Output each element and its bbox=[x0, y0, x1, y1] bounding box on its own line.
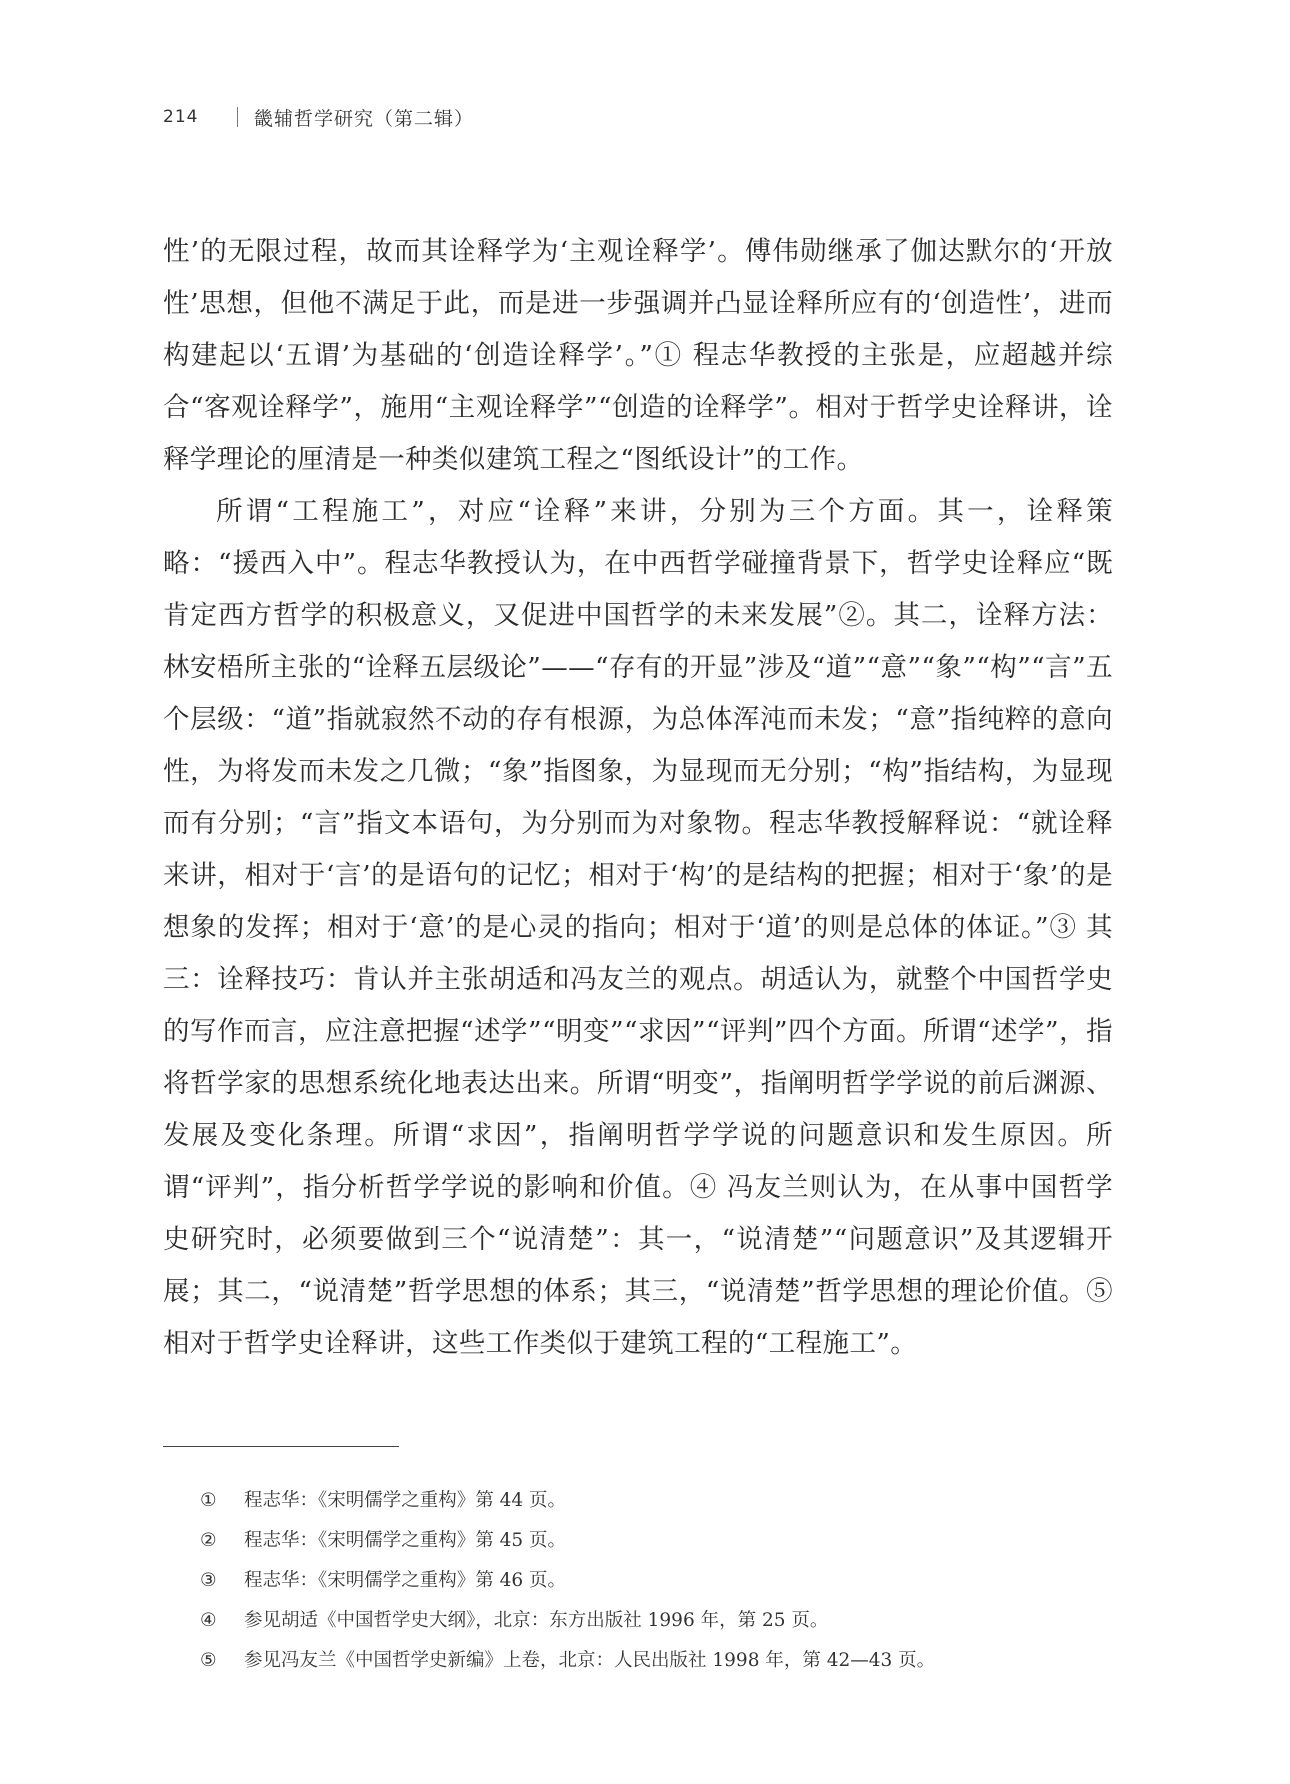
footnote-marker: ② bbox=[200, 1530, 217, 1551]
footnote bbox=[200, 1601, 1100, 1641]
page-number: 214 bbox=[163, 107, 199, 127]
footnotes bbox=[200, 1481, 1100, 1681]
running-header bbox=[163, 102, 474, 132]
footnote-text: 参见冯友兰《中国哲学史新编》上卷，北京：人民出版社 1998 年，第 42—43 页。 bbox=[244, 1650, 936, 1671]
footnote-text: 程志华：《宋明儒学之重构》第 44 页。 bbox=[244, 1490, 567, 1511]
header-divider bbox=[237, 107, 238, 127]
footnote-text: 程志华：《宋明儒学之重构》第 46 页。 bbox=[244, 1570, 567, 1591]
footnote bbox=[200, 1561, 1100, 1601]
footnote-marker: ④ bbox=[200, 1610, 217, 1631]
book-title: 畿辅哲学研究（第二辑） bbox=[254, 107, 475, 130]
footnote-marker: ① bbox=[200, 1490, 217, 1511]
footnote bbox=[200, 1641, 1100, 1681]
body-paragraph: 所谓“工程施工”，对应“诠释”来讲，分别为三个方面。其一，诠释策略：“援西入中”。程志华教授认为，在中西哲学碰撞背景下，哲学史诠释应“既肯定西方哲学的积极意义，又促进中国哲学的未来发展”②。其二，诠释方法：林安梧所主张的“诠释五层级论”——“存有的开显”涉及“道”“意”“象”“构”“言”五个层级：“道”指就寂然不动的存有根源，为总体浑沌而未发；“意”指纯粹的意向性，为将发而未发之几微；“象”指图象，为显现而无分别；“构”指结构，为显现而有分别；“言”指文本语句，为分别而为对象物。程志华教授解释说：“就诠释来讲，相对于‘言’的是语句的记忆；相对于‘构’的是结构的把握；相对于‘象’的是想象的发挥；相对于‘意’的是心灵的指向；相对于‘道’的则是总体的体证。”③ 其三：诠释技巧：肯认并主张胡适和冯友兰的观点。胡适认为，就整个中国哲学史的写作而言，应注意把握“述学”“明变”“求因”“评判”四个方面。所谓“述学”，指将哲学家的思想系统化地表达出来。所谓“明变”，指阐明哲学学说的前后渊源、发展及变化条理。所谓“求因”，指阐明哲学学说的问题意识和发生原因。所谓“评判”，指分析哲学学说的影响和价值。④ 冯友兰则认为，在从事中国哲学史研究时，必须要做到三个“说清楚”：其一，“说清楚”“问题意识”及其逻辑开展；其二，“说清楚”哲学思想的体系；其三，“说清楚”哲学思想的理论价值。⑤ 相对于哲学史诠释讲，这些工作类似于建筑工程的“工程施工”。 bbox=[163, 496, 1113, 1359]
body-text bbox=[163, 226, 1113, 1370]
footnote bbox=[200, 1481, 1100, 1521]
footnote-text: 程志华：《宋明儒学之重构》第 45 页。 bbox=[244, 1530, 567, 1551]
footnote-text: 参见胡适《中国哲学史大纲》，北京：东方出版社 1996 年，第 25 页。 bbox=[244, 1610, 829, 1631]
footnote bbox=[200, 1521, 1100, 1561]
body-paragraph: 性’的无限过程，故而其诠释学为‘主观诠释学’。傅伟勋继承了伽达默尔的‘开放性’思想，但他不满足于此，而是进一步强调并凸显诠释所应有的‘创造性’，进而构建起以‘五谓’为基础的‘创造诠释学’。”① 程志华教授的主张是，应超越并综合“客观诠释学”，施用“主观诠释学”“创造的诠释学”。相对于哲学史诠释讲，诠释学理论的厘清是一种类似建筑工程之“图纸设计”的工作。 bbox=[163, 236, 1113, 475]
footnote-marker: ③ bbox=[200, 1570, 217, 1591]
footnote-separator bbox=[163, 1446, 399, 1447]
footnote-marker: ⑤ bbox=[200, 1650, 217, 1671]
